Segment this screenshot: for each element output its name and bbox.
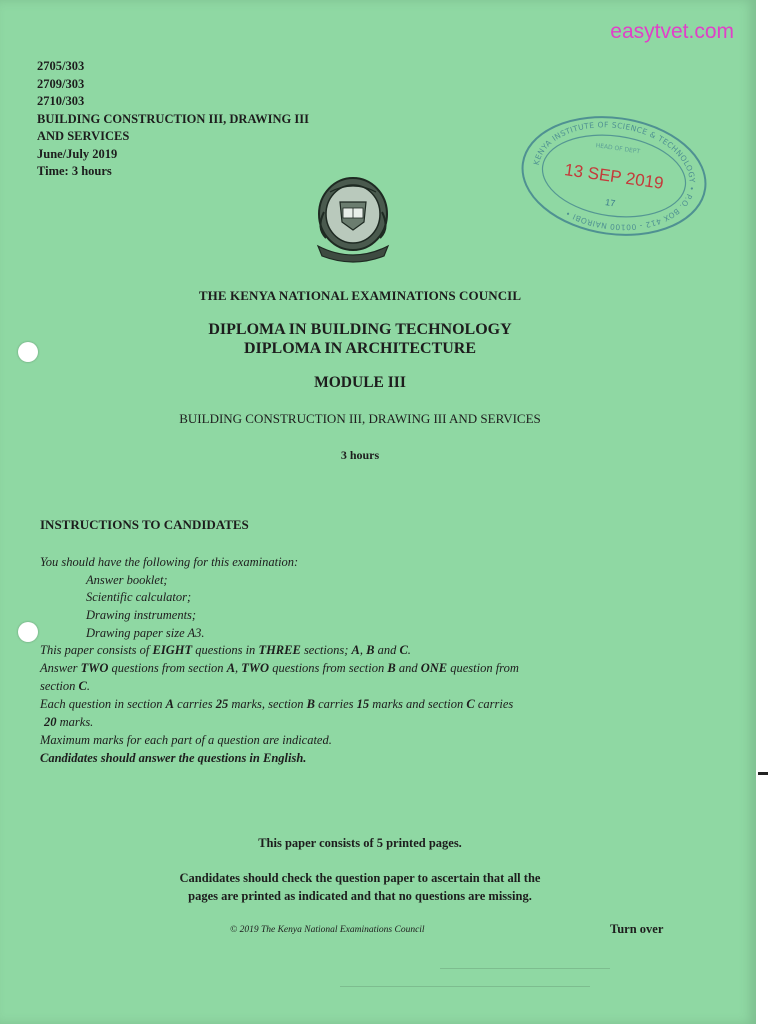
diploma-title: DIPLOMA IN BUILDING TECHNOLOGY	[208, 321, 512, 338]
paper-subject-line: AND SERVICES	[37, 129, 130, 143]
duration: 3 hours	[340, 448, 380, 462]
knec-emblem-icon	[310, 172, 396, 264]
subject-title: BUILDING CONSTRUCTION III, DRAWING III AND SERVICES	[179, 411, 541, 426]
check-notice: Candidates should check the question paper to ascertain that all the	[179, 871, 541, 885]
paper-subject-line: BUILDING CONSTRUCTION III, DRAWING III	[37, 111, 309, 126]
requirement-item: Answer booklet;	[86, 573, 168, 587]
instruction-line: Answer TWO questions from section A, TWO questions from section B and ONE question from	[40, 661, 519, 675]
stamp-date: 13 SEP 2019	[563, 160, 665, 193]
faint-rule	[340, 986, 590, 987]
edge-mark	[758, 772, 768, 775]
instruction-line: Each question in section A carries 25 marks, section B carries 15 marks and section C carries	[40, 697, 514, 711]
stamp-inner-text: HEAD OF DEPT	[595, 142, 641, 156]
punch-hole	[18, 342, 38, 362]
stamp-ring-text: KENYA INSTITUTE OF SCIENCE & TECHNOLOGY • P.O. BOX 412 - 00100 NAIROBI •	[531, 120, 697, 232]
instructions-heading: INSTRUCTIONS TO CANDIDATES	[40, 517, 249, 532]
instruction-line: Candidates should answer the questions in English.	[40, 751, 307, 765]
punch-hole	[18, 622, 38, 642]
received-stamp	[516, 112, 712, 240]
instruction-line: section C.	[40, 679, 91, 693]
watermark-text: easytvet.com	[610, 20, 734, 43]
stamp-number: 17	[604, 197, 616, 209]
faint-rule	[440, 968, 610, 969]
page-count-notice: This paper consists of 5 printed pages.	[258, 836, 462, 850]
instruction-line: This paper consists of EIGHT questions in THREE sections; A, B and C.	[40, 643, 411, 657]
instruction-line: Maximum marks for each part of a question are indicated.	[40, 733, 332, 747]
instructions-intro: You should have the following for this examination:	[40, 555, 299, 569]
requirement-item: Drawing paper size A3.	[86, 626, 205, 640]
requirement-item: Scientific calculator;	[86, 590, 192, 604]
module-title: MODULE III	[314, 374, 406, 391]
paper-code: 2709/303	[37, 76, 85, 91]
requirement-item: Drawing instruments;	[86, 608, 197, 622]
check-notice: pages are printed as indicated and that no questions are missing.	[188, 889, 532, 903]
council-name: THE KENYA NATIONAL EXAMINATIONS COUNCIL	[198, 288, 522, 303]
paper-header-block	[37, 58, 309, 181]
instruction-line: 20 marks.	[44, 715, 94, 729]
paper-code: 2705/303	[37, 59, 85, 73]
exam-time: Time: 3 hours	[37, 164, 112, 178]
turn-over-label: Turn over	[610, 922, 664, 936]
exam-session: June/July 2019	[37, 146, 118, 161]
copyright: © 2019 The Kenya National Examinations Council	[230, 925, 425, 935]
paper-code: 2710/303	[37, 94, 85, 108]
diploma-title: DIPLOMA IN ARCHITECTURE	[243, 340, 477, 357]
